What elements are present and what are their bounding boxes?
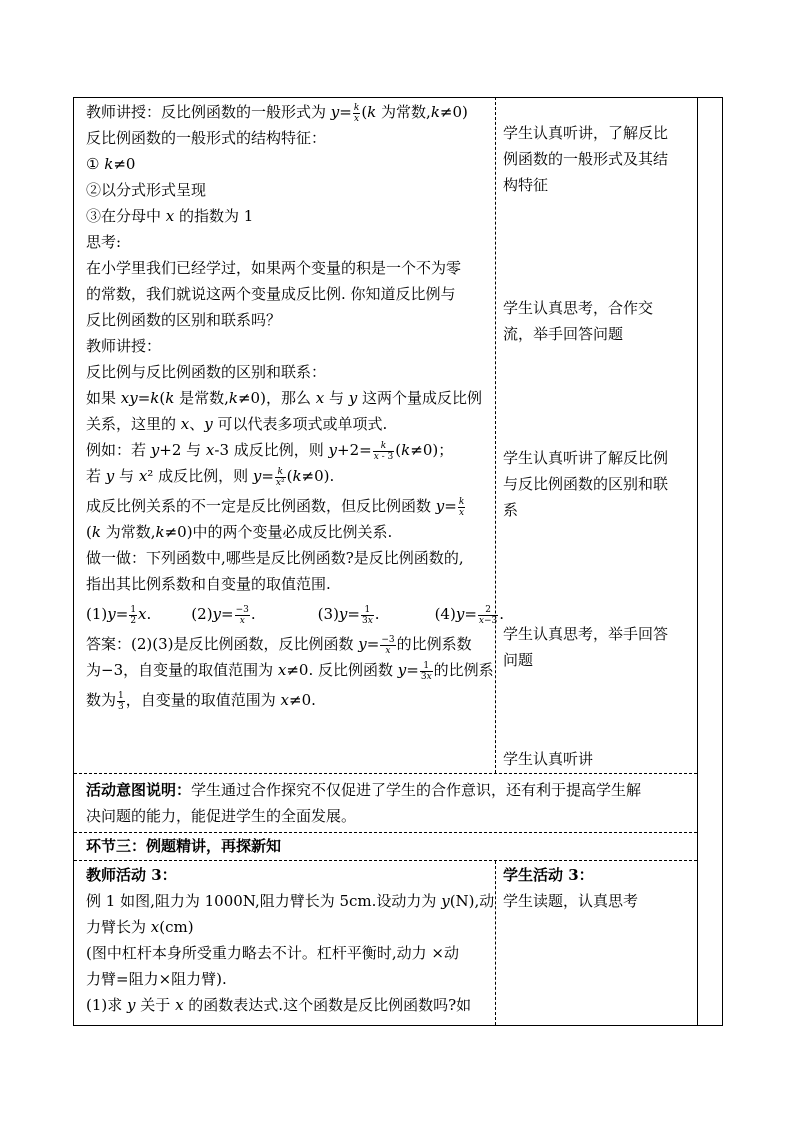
student-block-1-line-3: 构特征 — [503, 176, 549, 194]
left-line-14: 例如：若 y+2 与 x-3 成反比例，则 y+2= $\frac{k}{x - 3}$ (k≠0)； — [86, 440, 454, 462]
student-block-1 — [503, 120, 693, 198]
student-block-4-line-2: 问题 — [503, 651, 534, 669]
student-block-4 — [503, 621, 693, 673]
student-block-5 — [503, 746, 693, 772]
student-block-2-line-1: 学生认真思考，合作交 — [503, 299, 654, 317]
left-line-7: 在小学里我们已经学过，如果两个变量的积是一个不为零 — [86, 259, 462, 277]
left-line-16: 成反比例关系的不一定是反比例函数，但反比例函数 y= $\frac{k}{x}$ — [86, 496, 465, 518]
student-block-3-line-3: 系 — [503, 501, 519, 519]
left-line-22: 为−3，自变量的取值范围为 x≠0. 反比例函数 y= $\frac{1}{3x}$ 的比例系 — [86, 660, 494, 682]
left-line-17: (k 为常数,k≠0)中的两个变量必成反比例关系. — [86, 523, 393, 541]
left-line-4: ②以分式形式呈现 — [86, 181, 207, 199]
teacher-activity-3-line-5: (1)求 y 关于 x 的函数表达式.这个函数是反比例函数吗?如 — [86, 996, 472, 1014]
left-line-13: 关系，这里的 x、y 可以代表多项式或单项式. — [86, 415, 388, 433]
activity-intent — [86, 777, 694, 829]
student-activity-3-text: 学生读题，认真思考 — [503, 892, 639, 910]
teacher-activity-3-line-2: 力臂长为 x(cm) — [86, 918, 194, 936]
left-line-10: 教师讲授： — [86, 337, 162, 355]
left-line-1: 教师讲授：反比例函数的一般形式为 y= $\frac{k}{x}$ (k 为常数,k≠0) — [86, 102, 468, 124]
student-block-1-line-1: 学生认真听讲，了解反比 — [503, 124, 669, 142]
left-line-18: 做一做：下列函数中,哪些是反比例函数?是反比例函数的, — [86, 549, 464, 567]
teacher-activity-3-label: 教师活动 3： — [86, 866, 177, 884]
student-block-4-line-1: 学生认真思考，举手回答 — [503, 625, 669, 643]
table-bottom-border — [73, 1025, 723, 1026]
left-line-2: 反比例函数的一般形式的结构特征： — [86, 129, 327, 147]
left-line-8: 的常数，我们就说这两个变量成反比例. 你知道反比例与 — [86, 285, 456, 303]
teacher-activity-3 — [86, 862, 495, 1018]
activity-intent-line-2: 决问题的能力，能促进学生的全面发展。 — [86, 807, 357, 825]
left-line-12: 如果 xy=k(k 是常数,k≠0)，那么 x 与 y 这两个量成反比例 — [86, 389, 482, 407]
teacher-activity-3-line-1: 例 1 如图,阻力为 1000N,阻力臂长为 5cm.设动力为 y(N),动 — [86, 892, 495, 910]
student-block-3 — [503, 445, 693, 523]
left-line-9: 反比例函数的区别和联系吗？ — [86, 311, 282, 329]
left-line-11: 反比例与反比例函数的区别和联系： — [86, 363, 327, 381]
column-divider-inner — [697, 97, 698, 1026]
student-activity-3 — [503, 862, 693, 914]
student-activity-3-label: 学生活动 3： — [503, 866, 594, 884]
activity-intent-label: 活动意图说明： — [86, 781, 192, 799]
table-right-border — [722, 97, 723, 1026]
left-line-21: 答案：(2)(3)是反比例函数，反比例函数 y= $\frac{-3}{x}$ 的比例系数 — [86, 634, 472, 656]
student-block-1-line-2: 例函数的一般形式及其结 — [503, 150, 669, 168]
left-line-15: 若 y 与 x² 成反比例，则 y= $\frac{k}{\text{x²}}$ (k≠0). — [86, 466, 335, 488]
teacher-activity-3-line-4: 力臂=阻力×阻力臂). — [86, 970, 227, 988]
left-line-23: 数为 $\frac{1}{3}$ ，自变量的取值范围为 x≠0. — [86, 690, 316, 712]
activity-intent-line-1 — [86, 777, 694, 803]
student-block-3-line-2: 与反比例函数的区别和联 — [503, 475, 669, 493]
teacher-content — [86, 99, 505, 713]
separator-section3-bottom — [74, 860, 697, 861]
left-line-5: ③在分母中 x 的指数为 1 — [86, 207, 254, 225]
student-block-2-line-2: 流，举手回答问题 — [503, 325, 624, 343]
section3-title-text: 环节三：例题精讲，再探新知 — [86, 837, 282, 855]
student-block-3-line-1: 学生认真听讲了解反比例 — [503, 449, 669, 467]
column-divider-lower — [495, 861, 496, 1025]
separator-intent-top — [74, 773, 697, 774]
table-left-border — [73, 97, 74, 1026]
teacher-activity-3-line-3: (图中杠杆本身所受重力略去不计。杠杆平衡时,动力 ×动 — [86, 944, 459, 962]
left-line-20: (1)y= $\frac{1}{2}$ x. (2)y= $\frac{-3}{x}$ . (3)y= $\frac{1}{3x}$ . (4)y= $\frac{2}{x-3}$ . — [86, 604, 505, 626]
activity-intent-text-1: 学生通过合作探究不仅促进了学生的合作意识，还有利于提高学生解 — [191, 781, 642, 799]
student-block-2 — [503, 295, 693, 347]
left-line-6: 思考: — [86, 233, 122, 251]
left-line-3: ① k≠0 — [86, 155, 136, 173]
table-top-border — [73, 97, 723, 98]
student-block-5-line-1: 学生认真听讲 — [503, 750, 594, 768]
left-line-19: 指出其比例系数和自变量的取值范围. — [86, 575, 331, 593]
section3-title — [86, 833, 694, 859]
column-divider-upper — [495, 97, 496, 773]
